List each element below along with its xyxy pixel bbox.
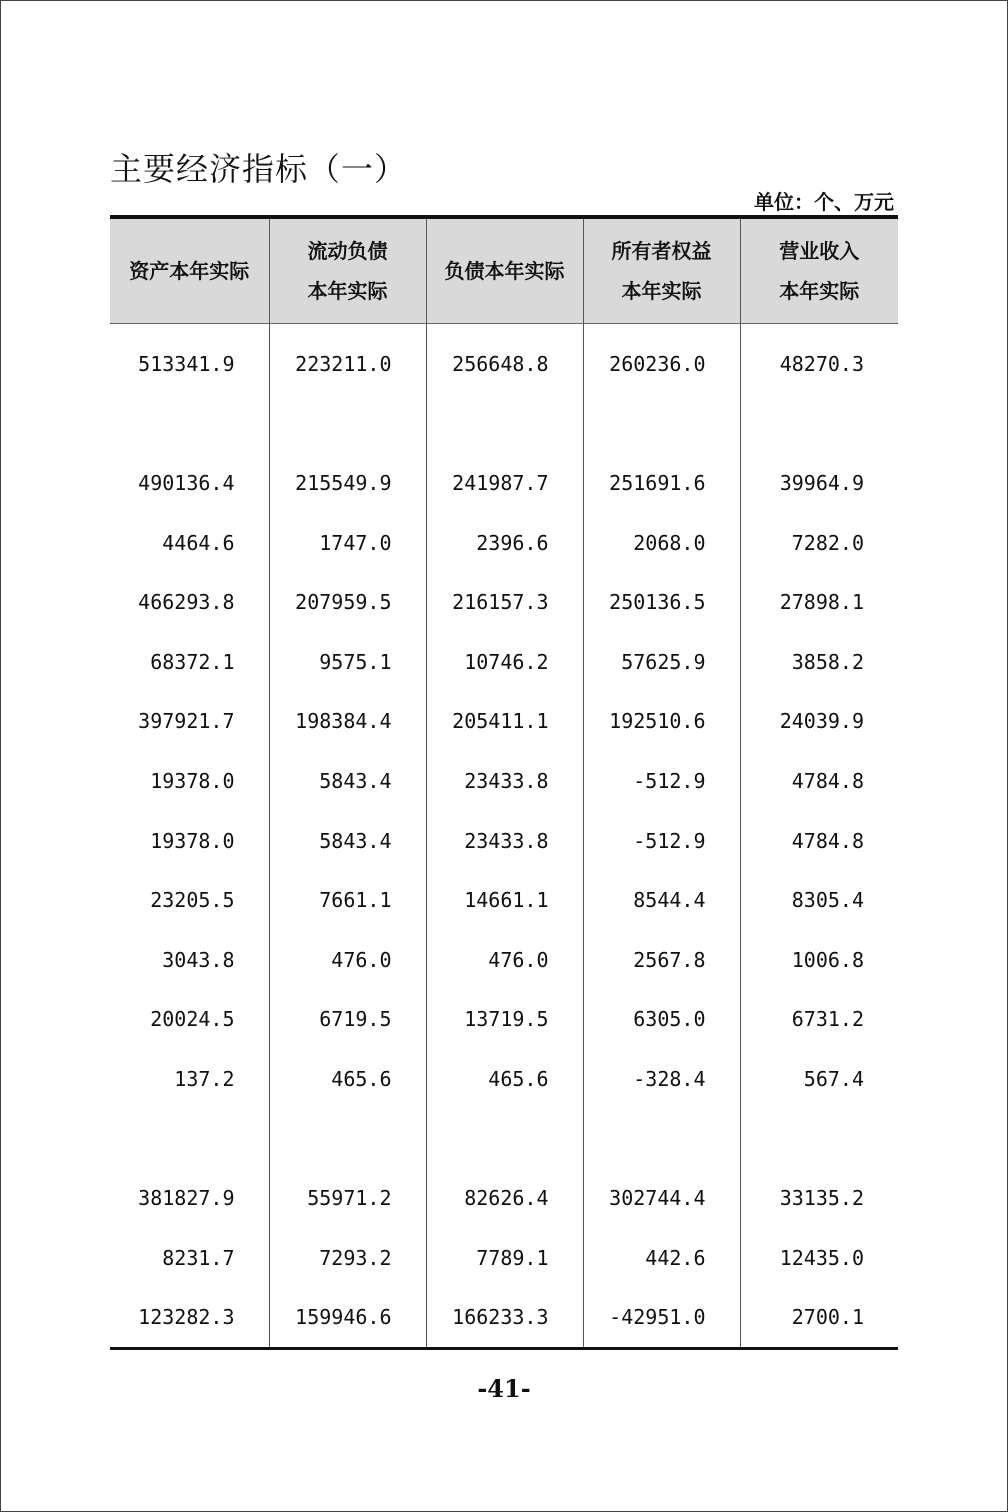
table-row (110, 572, 898, 632)
table-row (110, 632, 898, 692)
table-cell: 24039.9 (740, 692, 898, 752)
table-cell: 5843.4 (269, 751, 426, 811)
column-header (583, 219, 740, 324)
table-cell: 39964.9 (740, 453, 898, 513)
table-cell: 19378.0 (150, 828, 235, 853)
table-cell: 3043.8 (162, 947, 235, 972)
table-cell: 260236.0 (583, 324, 740, 394)
table-row (110, 513, 898, 573)
table-cell (426, 1109, 583, 1169)
table-cell: 256648.8 (426, 324, 583, 394)
unit-label: 单位：个、万元 (754, 190, 894, 214)
table-cell (269, 394, 426, 454)
table-row (110, 1109, 898, 1169)
table-cell: 476.0 (269, 930, 426, 990)
table-cell: 68372.1 (150, 649, 235, 674)
table-cell: 302744.4 (583, 1168, 740, 1228)
table-cell: 5843.4 (269, 811, 426, 871)
table-cell (740, 394, 898, 454)
table-cell: 159946.6 (269, 1288, 426, 1348)
table-cell: 8231.7 (162, 1245, 235, 1270)
table-cell: 4464.6 (162, 530, 235, 555)
table-cell: 23205.5 (150, 888, 235, 913)
table-cell: 27898.1 (740, 572, 898, 632)
table-cell: 397921.7 (138, 709, 235, 734)
table-cell: 7661.1 (269, 870, 426, 930)
table-cell: 137.2 (174, 1066, 235, 1091)
column-header-line: 负债本年实际 (444, 259, 565, 283)
table-cell: 2700.1 (740, 1288, 898, 1348)
table-row (110, 324, 898, 394)
column-header-line: 营业收入 (779, 239, 860, 263)
table-row (110, 394, 898, 454)
table-cell: 207959.5 (269, 572, 426, 632)
table-body (110, 324, 898, 1348)
table-cell: 8544.4 (583, 870, 740, 930)
table-cell: 465.6 (426, 1049, 583, 1109)
table-cell: 250136.5 (583, 572, 740, 632)
table-cell: 166233.3 (426, 1288, 583, 1348)
table-cell: 223211.0 (269, 324, 426, 394)
table-row (110, 1049, 898, 1109)
table-cell: 6719.5 (269, 990, 426, 1050)
table-cell: 55971.2 (269, 1168, 426, 1228)
table-cell: 465.6 (269, 1049, 426, 1109)
table-cell: 2396.6 (426, 513, 583, 573)
column-header-line: 本年实际 (307, 279, 388, 303)
table-cell (269, 1109, 426, 1169)
table-cell: 10746.2 (426, 632, 583, 692)
table-cell: 57625.9 (583, 632, 740, 692)
table-cell: 9575.1 (269, 632, 426, 692)
table-cell: 13719.5 (426, 990, 583, 1050)
column-header (740, 219, 898, 324)
table-cell: 33135.2 (740, 1168, 898, 1228)
table-cell: 490136.4 (138, 470, 235, 495)
table-cell: 205411.1 (426, 692, 583, 752)
column-header-line: 本年实际 (621, 279, 702, 303)
table-cell: 241987.7 (426, 453, 583, 513)
table-cell: 381827.9 (138, 1186, 235, 1211)
column-header (426, 219, 583, 324)
page-title: 主要经济指标（一） (110, 150, 408, 188)
table-cell: 82626.4 (426, 1168, 583, 1228)
table-cell: 251691.6 (583, 453, 740, 513)
table-cell: 2567.8 (583, 930, 740, 990)
table-cell: 23433.8 (426, 751, 583, 811)
table-cell: 20024.5 (150, 1007, 235, 1032)
table-cell (740, 1109, 898, 1169)
table-cell: 442.6 (583, 1228, 740, 1288)
table-cell: 7282.0 (740, 513, 898, 573)
table-cell: -42951.0 (583, 1288, 740, 1348)
table-cell: 216157.3 (426, 572, 583, 632)
table-row (110, 751, 898, 811)
table-cell: 12435.0 (740, 1228, 898, 1288)
table-cell: 6731.2 (740, 990, 898, 1050)
table-cell: 7789.1 (426, 1228, 583, 1288)
table-cell (110, 1109, 269, 1169)
column-header-line: 资产本年实际 (129, 259, 250, 283)
table-row (110, 990, 898, 1050)
table-cell: 192510.6 (583, 692, 740, 752)
table-row (110, 692, 898, 752)
table-cell: 8305.4 (740, 870, 898, 930)
table-row (110, 1228, 898, 1288)
column-header-line: 所有者权益 (611, 239, 712, 263)
table-cell: 567.4 (740, 1049, 898, 1109)
table-bottom-rule (110, 1347, 898, 1350)
table-cell: -512.9 (583, 811, 740, 871)
table-cell: 466293.8 (138, 590, 235, 615)
table-cell: 48270.3 (740, 324, 898, 394)
table-cell: 123282.3 (138, 1305, 235, 1330)
table-cell (583, 1109, 740, 1169)
table-cell: 4784.8 (740, 751, 898, 811)
table-cell: 1006.8 (740, 930, 898, 990)
table-cell: 215549.9 (269, 453, 426, 513)
table-cell: 198384.4 (269, 692, 426, 752)
table-cell: 476.0 (426, 930, 583, 990)
table-cell: 7293.2 (269, 1228, 426, 1288)
table-row (110, 1168, 898, 1228)
table-header-row (110, 219, 898, 324)
table-cell: 1747.0 (269, 513, 426, 573)
table-cell: -328.4 (583, 1049, 740, 1109)
table-row (110, 1288, 898, 1348)
table-row (110, 453, 898, 513)
table-row (110, 930, 898, 990)
table-cell (110, 394, 269, 454)
table-row (110, 870, 898, 930)
page-number: -41- (477, 1374, 531, 1403)
table-cell: 14661.1 (426, 870, 583, 930)
column-header-line: 流动负债 (307, 239, 388, 263)
table-cell (583, 394, 740, 454)
table-cell: 4784.8 (740, 811, 898, 871)
table-cell (426, 394, 583, 454)
table-cell: -512.9 (583, 751, 740, 811)
column-header (110, 219, 269, 324)
table-cell: 19378.0 (150, 768, 235, 793)
column-header (269, 219, 426, 324)
table-cell: 6305.0 (583, 990, 740, 1050)
column-header-line: 本年实际 (779, 279, 860, 303)
table-cell: 513341.9 (138, 351, 235, 376)
table-cell: 23433.8 (426, 811, 583, 871)
table-row (110, 811, 898, 871)
indicator-table (110, 215, 898, 1350)
table-cell: 3858.2 (740, 632, 898, 692)
table-cell: 2068.0 (583, 513, 740, 573)
